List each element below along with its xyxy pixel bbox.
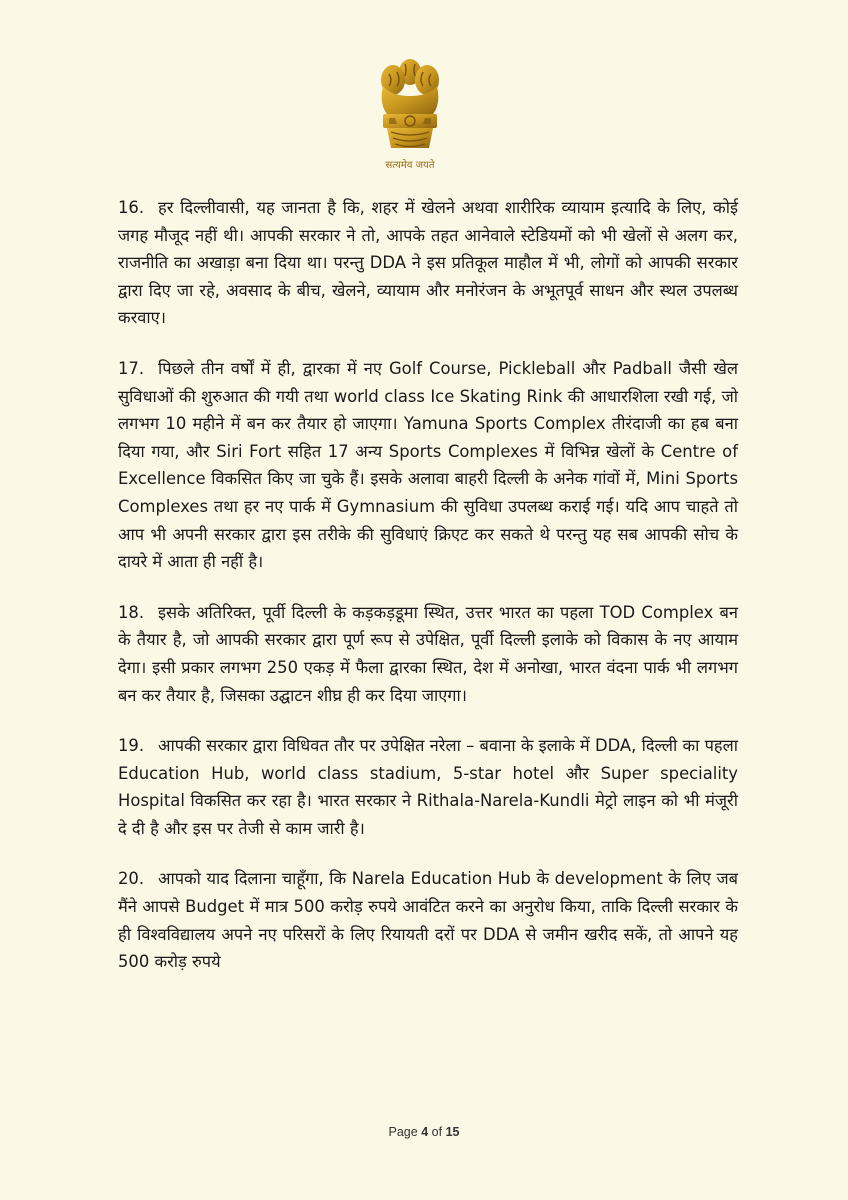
lion-capital-emblem-icon [369,52,451,174]
paragraph-text: इसके अतिरिक्त, पूर्वी दिल्ली के कड़कड़डूमा स्थित, उत्तर भारत का पहला TOD Complex बन के तैयार है, जो आपकी सरकार द्वारा पूर्ण रूप से उपेक्षित, पूर्वी दिल्ली इलाके को विकास के नए आयाम देगा। इसी प्रकार लगभग 250 एकड़ में फैला द्वारका स्थित, देश में अनोखा, भारत वंदना पार्क भी लगभग बन कर तैयार है, जिसका उद्घाटन शीघ्र ही कर दिया जाएगा। [118,602,738,705]
svg-text:सत्यमेव जयते: सत्यमेव जयते [385,160,435,171]
page-number-footer [0,1125,848,1139]
paragraph-text: आपकी सरकार द्वारा विधिवत तौर पर उपेक्षित नरेला – बवाना के इलाके में DDA, दिल्ली का पहला Education Hub, world class stadium, 5-star hotel और Super speciality Hospital विकसित कर रहा है। भारत सरकार ने Rithala-Narela-Kundli मेट्रो लाइन को भी मंजूरी दे दी है और इस पर तेजी से काम जारी है। [118,736,738,838]
paragraph-number: 18. [118,602,145,622]
national-emblem-logo [369,52,451,174]
page-total: 15 [445,1125,460,1139]
paragraph-text: पिछले तीन वर्षों में ही, द्वारका में नए Golf Course, Pickleball और Padball जैसी खेल सुविधाओं की शुरुआत की गयी तथा world class Ice Skating Rink की आधारशिला रखी गई, जो लगभग 10 महीने में बन कर तैयार हो जाएगा। Yamuna Sports Complex तीरंदाजी का हब बना दिया गया, और Siri Fort सहित 17 अन्य Sports Complexes में विभिन्न खेलों के Centre of Excellence विकसित किए जा चुके हैं। इसके अलावा बाहरी दिल्ली के अनेक गांवों में, Mini Sports Complexes तथा हर नए पार्क में Gymnasium की सुविधा उपलब्ध कराई गई। यदि आप चाहते तो आप भी अपनी सरकार द्वारा इस तरीके की सुविधाएं क्रिएट कर सकते थे परन्तु यह सब आपकी सोच के दायरे में आता ही नहीं है। [118,358,738,572]
paragraph-number: 16. [118,198,145,217]
paragraph-18 [118,599,738,709]
paragraph-number: 19. [118,736,145,756]
paragraph-text: हर दिल्लीवासी, यह जानता है कि, शहर में खेलने अथवा शारीरिक व्यायाम इत्यादि के लिए, कोई जगह मौजूद नहीं थी। आपकी सरकार ने तो, आपके तहत आनेवाले स्टेडियमों को भी खेलों से अलग कर, राजनीति का अखाड़ा बना दिया था। परन्तु DDA ने इस प्रतिकूल माहौल में भी, लोगों को आपकी सरकार द्वारा दिए जा रहे, अवसाद के बीच, खेलने, व्यायाम और मनोरंजन के अभूतपूर्व साधन और स्थल उपलब्ध करवाए। [118,198,738,328]
paragraph-20 [118,865,738,975]
paragraph-number: 20. [118,869,145,889]
letter-body [118,194,738,999]
paragraph-19 [118,732,738,842]
paragraph-number: 17. [118,358,145,378]
paragraph-17 [118,355,738,576]
page-word: Page [388,1125,418,1139]
page-current: 4 [421,1125,429,1139]
page-of: of [431,1125,443,1139]
paragraph-text: आपको याद दिलाना चाहूँगा, कि Narela Education Hub के development के लिए जब मैंने आपसे Budget में मात्र 500 करोड़ रुपये आवंटित करने का अनुरोध किया, ताकि दिल्ली सरकार के ही विश्वविद्यालय अपने नए परिसरों के लिए रियायती दरों पर DDA से जमीन खरीद सकें, तो आपने यह 500 करोड़ रुपये [118,869,738,972]
paragraph-16 [118,194,738,332]
